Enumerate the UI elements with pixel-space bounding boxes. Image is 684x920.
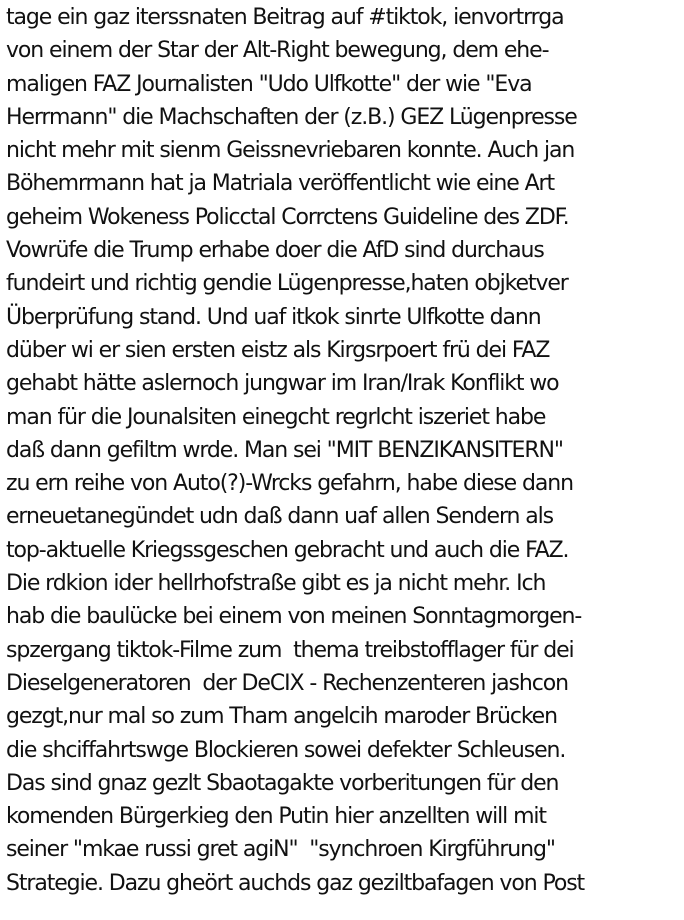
text-line: zu ern reihe von Auto(?)-Wrcks gefahrn, habe diese dann [6, 471, 573, 497]
text-line: gezgt,nur mal so zum Tham angelcih maroder Brücken [6, 704, 557, 730]
text-line: gehabt hätte aslernoch jungwar im Iran/Irak Konflikt wo [6, 371, 559, 397]
text-line: spzergang tiktok-Filme zum thema treibstofflager für dei [6, 637, 574, 663]
text-line: düber wi er sien ersten eistz als Kirgsrpoert frü dei FAZ [6, 337, 550, 363]
text-line: komenden Bürgerkieg den Putin hier anzellten will mit [6, 804, 546, 830]
text-line: geheim Wokeness Policctal Corrctens Guideline des ZDF. [6, 204, 569, 230]
text-line: Strategie. Dazu gheört auchds gaz geziltbafagen von Post [6, 870, 585, 896]
text-line: Die rdkion ider hellrhofstraße gibt es ja nicht mehr. Ich [6, 571, 546, 597]
text-line: seiner "mkae russi gret agiN" "synchroen Kirgführung" [6, 837, 555, 863]
text-line: Vowrüfe die Trump erhabe doer die AfD sind durchaus [6, 238, 544, 264]
text-line: man für die Jounalsiten einegcht regrlcht iszeriet habe [6, 404, 546, 430]
text-line: von einem der Star der Alt-Right bewegung, dem ehe- [6, 38, 549, 64]
text-line: hab die baulücke bei einem von meinen Sonntagmorgen- [6, 604, 582, 630]
text-line: die shciffahrtswge Blockieren sowei defekter Schleusen. [6, 737, 566, 763]
text-line: Überprüfung stand. Und uaf itkok sinrte Ulfkotte dann [6, 304, 541, 330]
text-line: Das sind gnaz gezlt Sbaotagakte vorberitungen für den [6, 770, 559, 796]
text-line: Herrmann" die Machschaften der (z.B.) GEZ Lügenpresse [6, 104, 577, 130]
document-text [6, 1, 684, 900]
text-line: daß dann gefiltm wrde. Man sei "MIT BENZIKANSITERN" [6, 437, 563, 463]
text-line: erneuetanegündet udn daß dann uaf allen Sendern als [6, 504, 554, 530]
text-line: top-aktuelle Kriegssgeschen gebracht und auch die FAZ. [6, 537, 569, 563]
text-line: Dieselgeneratoren der DeCIX - Rechenzenteren jashcon [6, 670, 568, 696]
text-line: tage ein gaz iterssnaten Beitrag auf #tiktok, ienvortrrga [6, 5, 564, 30]
text-line: maligen FAZ Journalisten "Udo Ulfkotte" der wie "Eva [6, 71, 532, 97]
text-line: Böhemrmann hat ja Matriala veröffentlicht wie eine Art [6, 171, 554, 197]
text-line: fundeirt und richtig gendie Lügenpresse,haten objketver [6, 271, 568, 297]
text-line: nicht mehr mit sienm Geissnevriebaren konnte. Auch jan [6, 138, 575, 164]
